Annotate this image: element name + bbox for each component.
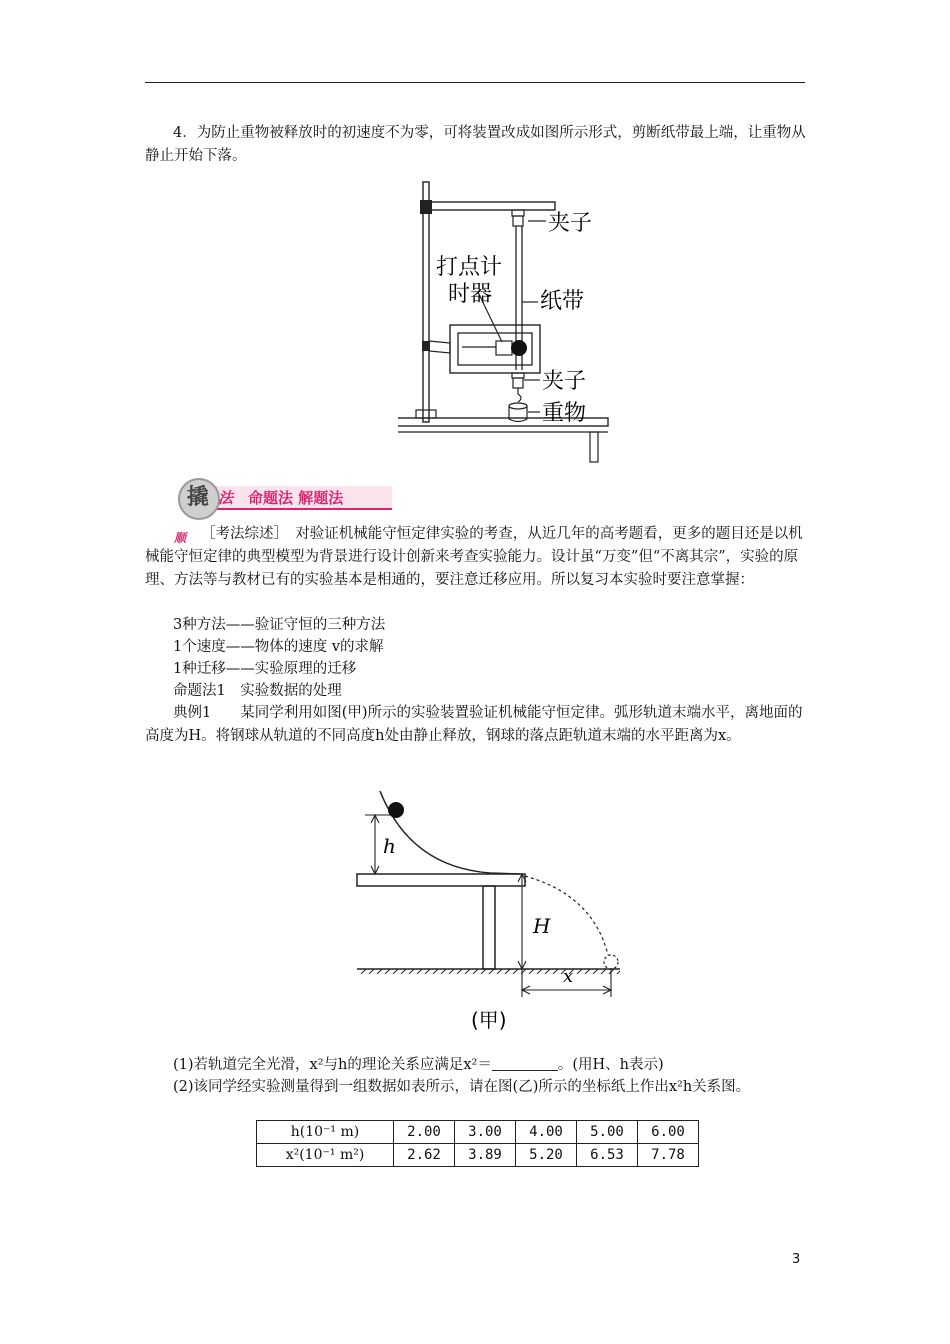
top-clip: [513, 216, 523, 226]
page-number: 3: [792, 1252, 801, 1267]
question-1-suffix: 。(用H、h表示): [557, 1057, 664, 1073]
section-banner: [176, 474, 392, 520]
horizontal-arm: [429, 202, 555, 210]
table-cell: 5.00: [577, 1121, 638, 1144]
question-1-text: (1)若轨道完全光滑，x²与h的理论关系应满足x²＝: [173, 1057, 492, 1073]
label-timer-line2: 时器: [448, 282, 493, 307]
answer-blank[interactable]: [492, 1056, 558, 1071]
tabletop: [357, 874, 525, 886]
table-cell: 4.00: [516, 1121, 577, 1144]
table-cell: 5.20: [516, 1144, 577, 1167]
banner-glyph: 撬: [186, 485, 209, 510]
method-heading: 命题法1 实验数据的处理: [173, 683, 342, 699]
landing-ball: [604, 955, 618, 969]
steel-ball: [388, 802, 404, 818]
label-timer-line1: 打点计: [436, 255, 503, 280]
table-cell: 6.53: [577, 1144, 638, 1167]
table-leg: [590, 432, 598, 462]
point-3: 1种迁移——实验原理的迁移: [173, 661, 357, 677]
overview-icon: 顺: [174, 531, 187, 545]
table-row: [257, 1144, 699, 1167]
header-rule: [145, 82, 805, 83]
point-1: 3种方法——验证守恒的三种方法: [173, 617, 386, 633]
label-clip-bottom: 夹子: [542, 369, 587, 394]
overview-text: ［考法综述］ 对验证机械能守恒定律实验的考查，从近几年的高考题看，更多的题目还是以机械能守恒定律的典型模型为背景进行设计创新来考查实验能力。设计虽“万变”但“不离其宗”，实验的原理、方法等与教材已有的实验基本是相通的，要注意迁移应用。所以复习本实验时要注意掌握：: [145, 526, 803, 588]
table-cell: 3.89: [455, 1144, 516, 1167]
curved-track: [380, 791, 520, 874]
table-cell: 3.00: [455, 1121, 516, 1144]
question-2: (2)该同学经实验测量得到一组数据如表所示，请在图(乙)所示的坐标纸上作出x²h关系图。: [173, 1079, 751, 1095]
label-tape: 纸带: [540, 289, 585, 314]
table-cell: 6.00: [638, 1121, 699, 1144]
table-cell: 2.00: [394, 1121, 455, 1144]
item-4-text: 4．为防止重物被释放时的初速度不为零，可将装置改成如图所示形式，剪断纸带最上端，让重物从静止开始下落。: [145, 125, 806, 164]
label-H: H: [533, 914, 551, 938]
banner-small-text: 法: [218, 489, 234, 507]
timer-roller: [511, 340, 527, 356]
label-h: h: [383, 834, 396, 858]
label-x: x: [563, 966, 574, 987]
stand-pole: [423, 182, 429, 422]
point-2: 1个速度——物体的速度 v的求解: [173, 639, 384, 655]
table-cell: 7.78: [638, 1144, 699, 1167]
figure-caption: (甲): [471, 1008, 507, 1032]
table-leg: [483, 886, 495, 969]
question-1: [173, 1054, 664, 1076]
table-header-h: h(10⁻¹ m): [257, 1121, 394, 1144]
apparatus-figure: [398, 170, 613, 465]
track-figure: [355, 785, 655, 1040]
banner-title: 命题法 解题法: [248, 489, 344, 507]
table-row: [257, 1121, 699, 1144]
table-header-x2: x²(10⁻¹ m²): [257, 1144, 394, 1167]
table-cell: 2.62: [394, 1144, 455, 1167]
example-1-text: 典例1 某同学利用如图(甲)所示的实验装置验证机械能守恒定律。弧形轨道末端水平，离地面的高度为H。将钢球从轨道的不同高度h处由静止释放，钢球的落点距轨道末端的水平距离为x。: [145, 705, 803, 744]
label-weight: 重物: [542, 401, 587, 426]
data-table: [256, 1120, 699, 1167]
label-clip-top: 夹子: [548, 211, 593, 236]
bottom-clip: [513, 378, 523, 388]
